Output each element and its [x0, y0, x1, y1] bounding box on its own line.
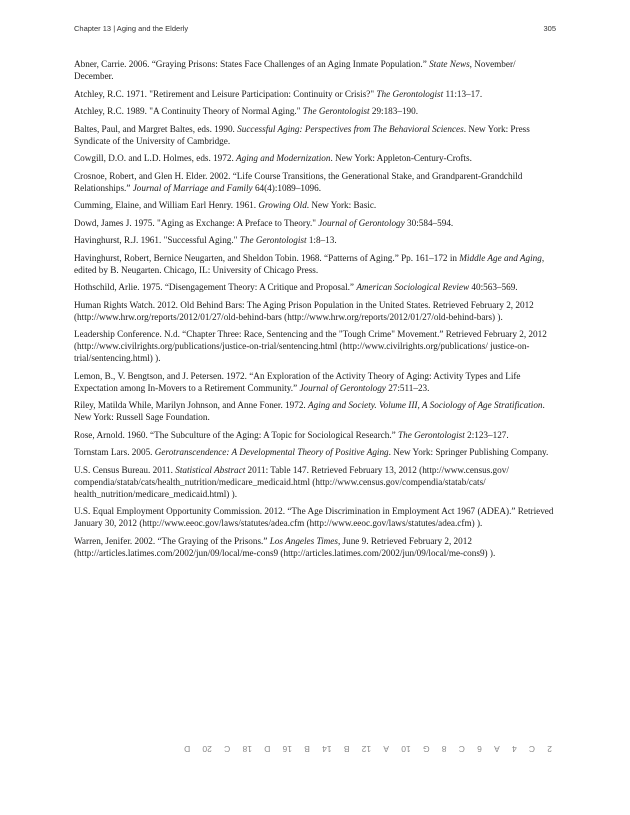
reference-text: 40:563–569.: [469, 282, 518, 292]
reference-text: Dowd, James J. 1975. "Aging as Exchange: A Preface to Theory.": [74, 217, 319, 228]
reference-entry: [74, 234, 556, 246]
reference-entry: [74, 152, 556, 164]
page-number: 305: [543, 24, 556, 33]
color-bar-mark: D: [184, 744, 191, 754]
reference-entry: [74, 399, 556, 423]
reference-text: U.S. Equal Employment Opportunity Commission. 2012. “The Age Discrimination in Employment Act 1967 (ADEA).” Retrieved January 30, 2012 (http://www.eeoc.gov/laws/statutes/adea.cfm (http://www.eeoc.gov/laws/statutes/adea.cfm) ).: [74, 506, 554, 528]
reference-text: Human Rights Watch. 2012. Old Behind Bars: The Aging Prison Population in the United States. Retrieved February 2, 2012 (http://www.hrw.org/reports/2012/01/27/old-behind-bars (http://www.hrw.org/reports/2012/01/27/old-behind-bars) ).: [74, 299, 534, 322]
reference-text: U.S. Census Bureau. 2011.: [74, 464, 176, 475]
reference-text: Rose, Arnold. 1960. “The Subculture of the Aging: A Topic for Sociological Research.”: [74, 429, 399, 440]
reference-text: 29:183–190.: [369, 106, 419, 116]
chapter-title: Chapter 13 | Aging and the Elderly: [74, 24, 189, 33]
color-bar-mark: 16: [282, 744, 292, 754]
reference-italic-text: Journal of Gerontology: [318, 217, 405, 228]
color-bar-mark: 14: [322, 744, 332, 754]
reference-text: Havinghurst, Robert, Bernice Neugarten, and Sheldon Tobin. 1968. “Patterns of Aging.” Pp. 161–172 in: [74, 252, 460, 263]
reference-entry: [74, 505, 556, 529]
reference-italic-text: The Gerontologist: [302, 106, 370, 116]
reference-text: Havinghurst, R.J. 1961. "Successful Aging.": [74, 235, 240, 245]
reference-text: . New York: Springer Publishing Company.: [388, 447, 549, 457]
reference-italic-text: Middle Age and Aging: [459, 252, 542, 263]
reference-entry: [74, 252, 556, 276]
color-bar-mark: C: [528, 744, 536, 754]
reference-italic-text: Gerotranscendence: A Developmental Theory of Positive Aging: [154, 447, 389, 457]
reference-text: Crosnoe, Robert, and Glen H. Elder. 2002. “Life Course Transitions, the Generational Stake, and Grandparent-Grandchild Relationships.”: [74, 170, 523, 193]
reference-italic-text: Aging and Society. Volume III, A Sociology of Age Stratification: [308, 400, 543, 410]
reference-text: 2:123–127.: [464, 429, 509, 440]
color-bar-mark: D: [264, 744, 271, 754]
reference-entry: [74, 199, 556, 211]
reference-italic-text: Statistical Abstract: [175, 464, 246, 475]
reference-entry: [74, 105, 556, 117]
reference-italic-text: The Gerontologist: [376, 88, 444, 99]
reference-text: Cumming, Elaine, and William Earl Henry. 1961.: [74, 200, 259, 210]
color-bar-mark: B: [304, 744, 310, 754]
reference-entry: [74, 58, 556, 82]
color-bar-mark: 2: [547, 744, 552, 754]
reference-italic-text: American Sociological Review: [356, 282, 470, 292]
color-bar-mark: 6: [477, 744, 482, 754]
reference-text: Baltes, Paul, and Margret Baltes, eds. 1990.: [74, 123, 238, 134]
reference-text: Leadership Conference. N.d. “Chapter Three: Race, Sentencing and the "Tough Crime" Movement.” Retrieved February 2, 2012 (http://www.civilrights.org/publications/justice-on-trial/sentencing.html (http://www.civilrights.org/publications/ justice-on-trial/sentencing.html) ).: [74, 329, 547, 363]
reference-italic-text: Journal of Gerontology: [299, 382, 386, 393]
color-bar-mark: G: [422, 744, 430, 754]
reference-italic-text: Los Angeles Times: [269, 535, 338, 546]
reference-text: Hothschild, Arlie. 1975. “Disengagement Theory: A Critique and Proposal.”: [74, 282, 357, 292]
color-bar-mark: 18: [242, 744, 252, 754]
reference-entry: [74, 464, 556, 500]
reference-text: . New York: Appleton-Century-Crofts.: [330, 153, 472, 163]
reference-text: Lemon, B., V. Bengtson, and J. Petersen. 1972. “An Exploration of the Activity Theory of Aging: Activity Types and Life Expectation among In-Movers to a Retirement Community.”: [74, 370, 521, 393]
reference-text: . New York: Basic.: [306, 200, 377, 210]
color-bar-mark: C: [224, 744, 231, 754]
reference-italic-text: Growing Old: [258, 200, 307, 210]
color-bar-mark: A: [383, 744, 390, 754]
reference-text: . New York: Press Syndicate of the University of Cambridge.: [74, 123, 530, 146]
reference-entry: [74, 88, 556, 100]
reference-entry: [74, 281, 556, 293]
reference-italic-text: The Gerontologist: [239, 235, 307, 245]
reference-text: 64(4):1089–1096.: [252, 182, 322, 193]
reference-italic-text: Successful Aging: Perspectives from The Behavioral Sciences: [237, 123, 464, 134]
reference-text: Tornstam Lars. 2005.: [74, 447, 155, 457]
reference-text: , November/ December.: [74, 59, 516, 81]
reference-italic-text: Journal of Marriage and Family: [132, 182, 253, 193]
reference-entry: [74, 299, 556, 323]
reference-text: , edited by B. Neugarten. Chicago, IL: University of Chicago Press.: [74, 252, 545, 275]
reference-text: Riley, Matilda While, Marilyn Johnson, and Anne Foner. 1972.: [74, 400, 309, 410]
reference-text: , June 9. Retrieved February 2, 2012 (http://articles.latimes.com/2002/jun/09/local/me-cons9 (http://articles.latimes.com/2002/jun/09/local/me-cons9) ).: [74, 535, 496, 558]
reference-italic-text: State News: [429, 59, 470, 69]
color-bar-mark: 4: [511, 744, 517, 754]
reference-text: 27:511–23.: [385, 382, 430, 393]
reference-text: 11:13–17.: [443, 88, 483, 99]
reference-text: Atchley, R.C. 1989. "A Continuity Theory of Normal Aging.": [74, 106, 303, 116]
color-bar-mark: 10: [401, 744, 411, 754]
reference-text: Atchley, R.C. 1971. "Retirement and Leisure Participation: Continuity or Crisis?": [74, 88, 377, 99]
reference-entry: [74, 217, 556, 229]
reference-italic-text: The Gerontologist: [398, 429, 465, 440]
color-bar-mark: 12: [361, 744, 372, 754]
reference-entry: [74, 535, 556, 559]
reference-entry: [74, 123, 556, 147]
reference-text: 30:584–594.: [404, 217, 454, 228]
reference-entry: [74, 370, 556, 394]
reference-list: [74, 58, 556, 564]
color-bar-mark: 8: [441, 744, 447, 754]
reference-text: 2011: Table 147. Retrieved February 13, 2012 (http://www.census.gov/ compendia/statab/cats/health_nutrition/medicare_medicaid.html (http://www.census.gov/compendia/statab/cats/ health_nutrition/medicare_medicaid.html) ).: [74, 464, 509, 499]
reference-text: . New York: Russell Sage Foundation.: [74, 400, 545, 422]
color-bar-mark: C: [458, 744, 465, 754]
reference-text: 1:8–13.: [306, 235, 337, 245]
reference-entry: [74, 170, 556, 194]
page-header: [74, 24, 556, 38]
reference-entry: [74, 446, 556, 458]
reference-text: Cowgill, D.O. and L.D. Holmes, eds. 1972.: [74, 153, 237, 163]
reference-entry: [74, 328, 556, 364]
reference-entry: [74, 429, 556, 441]
color-bar-mark: 20: [202, 744, 212, 754]
printer-color-bar: [184, 742, 552, 756]
reference-text: Warren, Jenifer. 2002. “The Graying of the Prisons.”: [74, 535, 270, 546]
reference-italic-text: Aging and Modernization: [236, 153, 331, 163]
reference-text: Abner, Carrie. 2006. “Graying Prisons: States Face Challenges of an Aging Inmate Population.”: [74, 59, 430, 69]
color-bar-mark: B: [343, 744, 350, 754]
color-bar-mark: A: [494, 744, 500, 754]
